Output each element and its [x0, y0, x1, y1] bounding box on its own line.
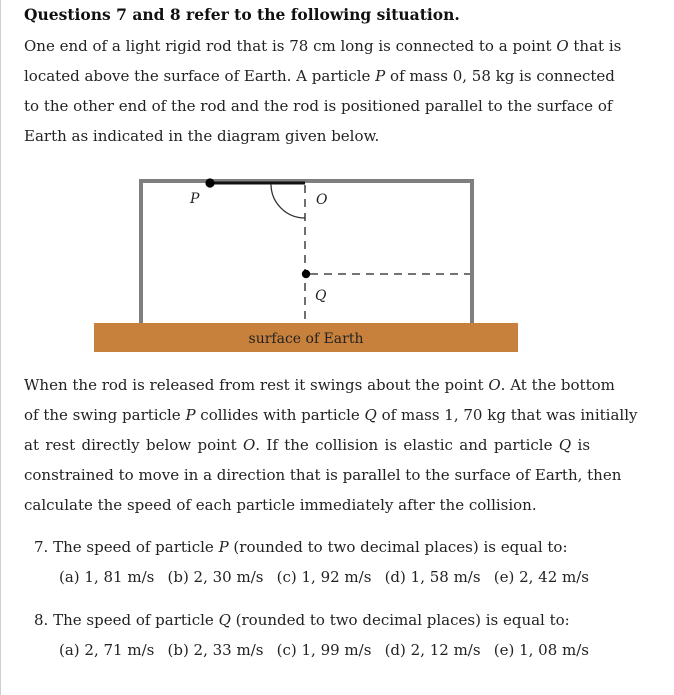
option-e: (e) 1, 08 m/s [493, 641, 589, 659]
intro-line: Earth as indicated in the diagram given below. [24, 127, 380, 145]
option-b: (b) 2, 30 m/s [167, 568, 264, 586]
question-8-options [59, 641, 589, 659]
math-variable: Q [218, 611, 231, 629]
intro-line: to the other end of the rod and the rod is positioned parallel to the surface of [24, 97, 613, 115]
question-number: 7. [34, 538, 49, 556]
option-c: (c) 1, 92 m/s [276, 568, 372, 586]
label-p: P [190, 191, 200, 207]
question-7 [34, 538, 568, 556]
question-stem: The speed of particle P (rounded to two decimal places) is equal to: [53, 538, 568, 556]
body-line: at rest directly below point O. If the collision is elastic and particle Q is [24, 436, 591, 454]
intro-paragraph [24, 31, 622, 151]
intro-line: One end of a light rigid rod that is 78 cm long is connected to a point O that is [24, 37, 622, 55]
math-variable: Q [558, 436, 572, 454]
angle-arc [271, 184, 305, 218]
math-variable: P [218, 538, 229, 556]
body-line: of the swing particle P collides with particle Q of mass 1, 70 kg that was initially [24, 406, 638, 424]
body-line: calculate the speed of each particle immediately after the collision. [24, 496, 537, 514]
rod-diagram [0, 170, 674, 355]
option-d: (d) 1, 58 m/s [384, 568, 481, 586]
option-d: (d) 2, 12 m/s [384, 641, 481, 659]
option-a: (a) 2, 71 m/s [59, 641, 155, 659]
intro-line: located above the surface of Earth. A particle P of mass 0, 58 kg is connected [24, 67, 615, 85]
math-variable: O [242, 436, 256, 454]
label-o: O [316, 192, 328, 208]
question-8 [34, 611, 570, 629]
math-variable: O [556, 37, 569, 55]
ground-label: surface of Earth [248, 331, 364, 347]
option-c: (c) 1, 99 m/s [276, 641, 372, 659]
body-line: constrained to move in a direction that is parallel to the surface of Earth, then [24, 466, 622, 484]
math-variable: Q [364, 406, 377, 424]
math-variable: P [375, 67, 386, 85]
option-e: (e) 2, 42 m/s [493, 568, 589, 586]
question-7-options [59, 568, 589, 586]
math-variable: P [185, 406, 196, 424]
problem-paragraph [24, 370, 638, 520]
body-line: When the rod is released from rest it swings about the point O. At the bottom [24, 376, 615, 394]
question-number: 8. [34, 611, 49, 629]
question-stem: The speed of particle Q (rounded to two decimal places) is equal to: [53, 611, 570, 629]
label-q: Q [315, 288, 327, 304]
math-variable: O [488, 376, 501, 394]
option-b: (b) 2, 33 m/s [167, 641, 264, 659]
particle-q [302, 270, 310, 278]
particle-p [205, 178, 214, 187]
option-a: (a) 1, 81 m/s [59, 568, 155, 586]
section-heading: Questions 7 and 8 refer to the following situation. [24, 5, 460, 24]
